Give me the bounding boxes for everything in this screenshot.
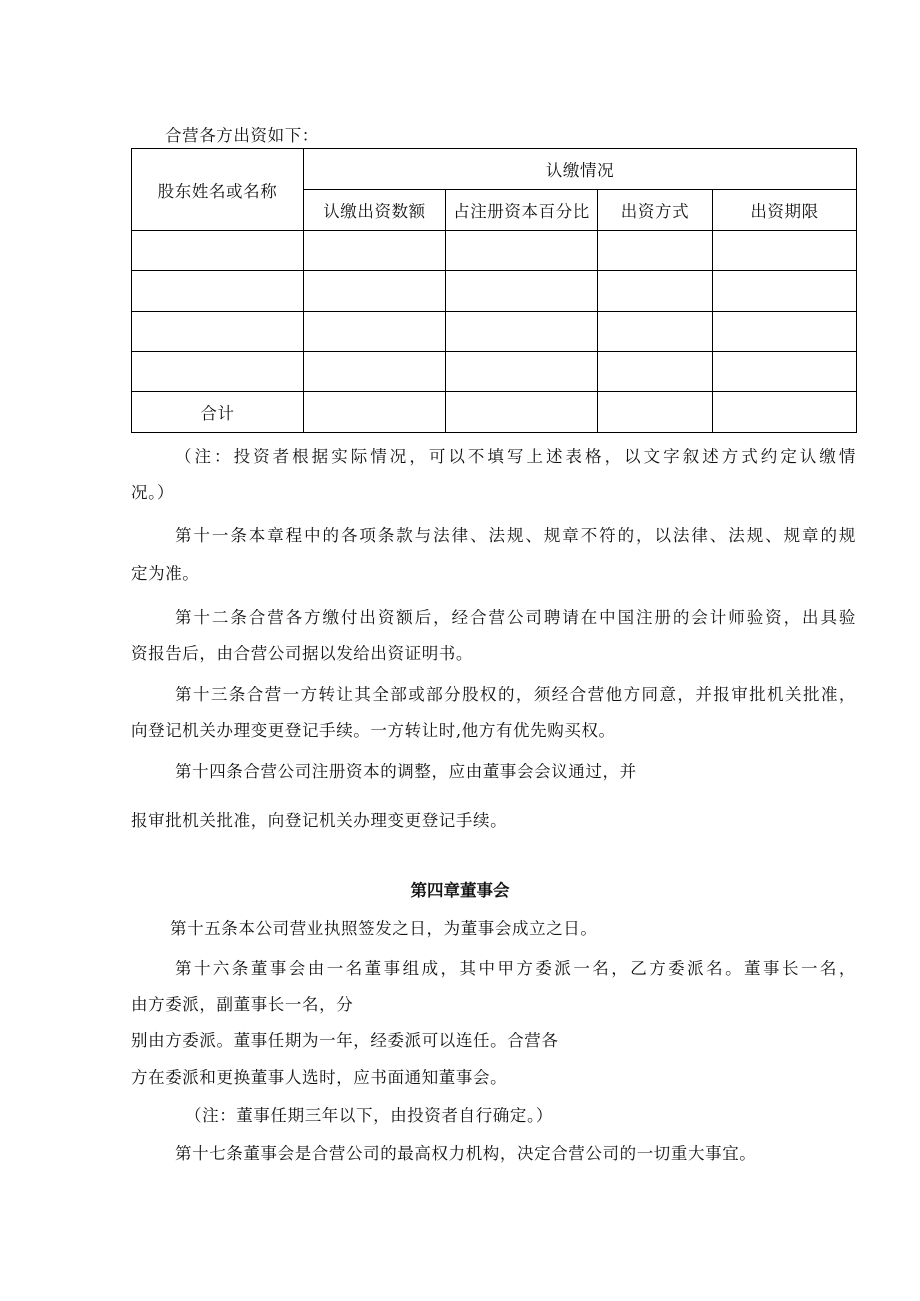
article-14-line1: 第十四条合营公司注册资本的调整，应由董事会会议通过，并 (175, 762, 637, 781)
table-cell (132, 312, 304, 352)
article-11-line2: 定为准。 (131, 564, 200, 583)
table-cell (713, 352, 857, 392)
table-cell (304, 392, 446, 433)
table-cell (598, 392, 713, 433)
table-row (132, 312, 857, 352)
table-row (132, 352, 857, 392)
table-cell (446, 392, 598, 433)
table-cell (446, 271, 598, 312)
intro-text: 合营各方出资如下： (165, 126, 319, 145)
total-label: 合计 (132, 392, 304, 433)
contribution-table (131, 148, 857, 433)
header-contribution-deadline: 出资期限 (713, 190, 857, 231)
header-subscribed-amount: 认缴出资数额 (304, 190, 446, 231)
article-12-line1: 第十二条合营各方缴付出资额后，经合营公司聘请在中国注册的会计师验资，出具验 (175, 608, 856, 627)
article-16-line3: 别由方委派。董事任期为一年，经委派可以连任。合营各 (131, 1031, 559, 1050)
article-16-line4: 方在委派和更换董事人选时，应书面通知董事会。 (131, 1068, 508, 1087)
table-cell (713, 392, 857, 433)
header-capital-percentage: 占注册资本百分比 (446, 190, 598, 231)
article-14-line2: 报审批机关批准，向登记机关办理变更登记手续。 (131, 811, 508, 830)
table-cell (713, 271, 857, 312)
table-cell (598, 312, 713, 352)
note-table-line1: （注：投资者根据实际情况，可以不填写上述表格，以文字叙述方式约定认缴情 (175, 447, 856, 466)
table-cell (598, 271, 713, 312)
table-cell (304, 312, 446, 352)
table-cell (132, 231, 304, 271)
table-cell (304, 231, 446, 271)
table-cell (446, 352, 598, 392)
article-16-line2: 由方委派，副董事长一名，分 (131, 995, 354, 1014)
table-row (132, 271, 857, 312)
article-13-line1: 第十三条合营一方转让其全部或部分股权的，须经合营他方同意，并报审批机关批准， (175, 685, 856, 704)
article-13-line2: 向登记机关办理变更登记手续。一方转让时,他方有优先购买权。 (131, 721, 616, 740)
table-cell (304, 352, 446, 392)
header-shareholder-name: 股东姓名或名称 (132, 149, 304, 231)
article-11-line1: 第十一条本章程中的各项条款与法律、法规、规章不符的，以法律、法规、规章的规 (175, 526, 856, 545)
note-director-term: （注：董事任期三年以下，由投资者自行确定。） (185, 1106, 553, 1125)
note-table-line2: 况。） (131, 483, 175, 502)
article-16-line1: 第十六条董事会由一名董事组成，其中甲方委派一名，乙方委派名。董事长一名， (175, 959, 856, 978)
table-cell (304, 271, 446, 312)
article-12-line2: 资报告后，由合营公司据以发给出资证明书。 (131, 644, 473, 663)
table-total-row (132, 392, 857, 433)
table-cell (446, 231, 598, 271)
header-contribution-method: 出资方式 (598, 190, 713, 231)
chapter-title: 第四章董事会 (410, 881, 510, 900)
table-cell (132, 352, 304, 392)
table-cell (713, 231, 857, 271)
table-cell (598, 352, 713, 392)
table-cell (713, 312, 857, 352)
table-row (132, 231, 857, 271)
article-17: 第十七条董事会是合营公司的最高权力机构，决定合营公司的一切重大事宜。 (175, 1144, 757, 1163)
table-cell (132, 271, 304, 312)
header-subscription: 认缴情况 (304, 149, 857, 190)
table-cell (446, 312, 598, 352)
article-15: 第十五条本公司营业执照签发之日，为董事会成立之日。 (170, 919, 598, 938)
table-cell (598, 231, 713, 271)
